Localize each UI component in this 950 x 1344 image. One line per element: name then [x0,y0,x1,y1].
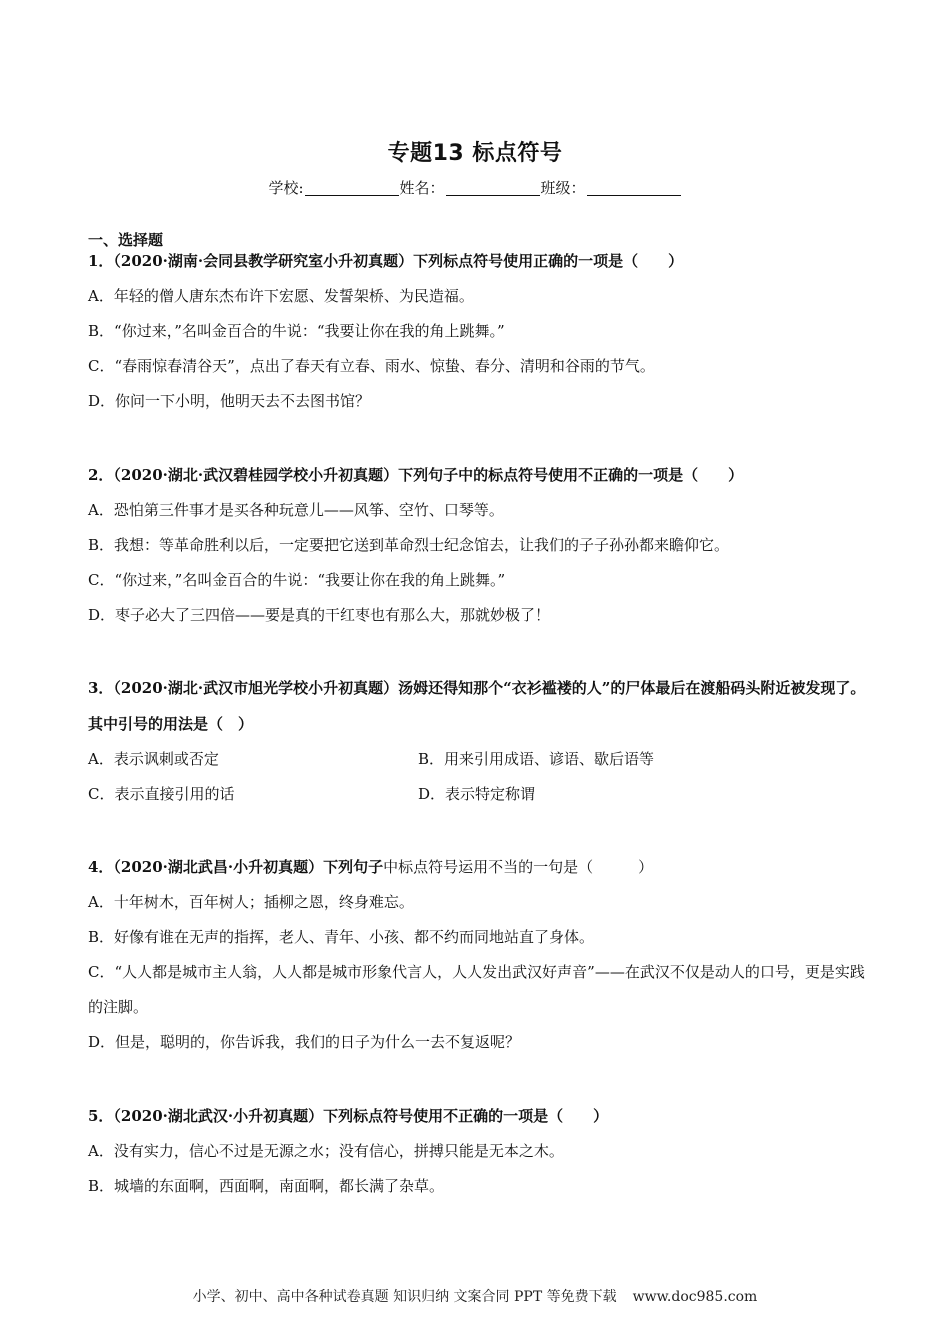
page-footer [0,1286,950,1306]
option-a: A．十年树木，百年树人；插柳之恩，终身难忘。 [88,893,414,911]
student-info-line [0,177,950,198]
page-title: 专题13 标点符号 [387,141,563,166]
name-label: 姓名： [399,179,445,197]
option-a: A．表示讽刺或否定 [88,750,219,768]
question-stem: 2．（2020·湖北·武汉碧桂园学校小升初真题）下列句子中的标点符号使用不正确的一项是（ ） [88,466,744,484]
question-stem-bold: 4．（2020·湖北武昌·小升初真题）下列句子 [88,858,384,876]
option-c: C．“你过来，”名叫金百合的牛说：“我要让你在我的角上跳舞。” [88,571,506,589]
school-label: 学校: [268,179,304,197]
question-4 [88,849,868,1060]
options-grid [88,742,868,812]
question-2 [88,457,868,633]
class-label: 班级： [540,179,586,197]
question-1 [88,243,868,419]
option-c: C．“人人都是城市主人翁，人人都是城市形象代言人，人人发出武汉好声音”——在武汉不仅是动人的口号，更是实践的注脚。 [88,963,865,1016]
option-a: A．没有实力，信心不过是无源之水；没有信心，拼搏只能是无本之木。 [88,1142,564,1160]
option-d: D．但是，聪明的，你告诉我，我们的日子为什么一去不复返呢？ [88,1033,521,1051]
question-stem: 5．（2020·湖北武汉·小升初真题）下列标点符号使用不正确的一项是（ ） [88,1107,609,1125]
option-d: D．枣子必大了三四倍——要是真的干红枣也有那么大，那就妙极了！ [88,606,551,624]
question-stem-rest: 中标点符号运用不当的一句是（ ） [383,858,654,876]
question-stem: 1．（2020·湖南·会同县教学研究室小升初真题）下列标点符号使用正确的一项是（ ） [88,252,684,270]
footer-text: 小学、初中、高中各种试卷真题 知识归纳 文案合同 PPT 等免费下载 [192,1289,617,1305]
option-c: C．“春雨惊春清谷天”，点出了春天有立春、雨水、惊蛰、春分、清明和谷雨的节气。 [88,357,655,375]
question-3 [88,670,868,812]
option-d: D．你问一下小明，他明天去不去图书馆？ [88,392,371,410]
question-5 [88,1098,868,1204]
footer-url[interactable]: www.doc985.com [632,1289,758,1305]
school-blank [305,181,399,196]
question-stem [88,849,868,885]
option-c: C．表示直接引用的话 [88,785,235,803]
option-d: D．表示特定称谓 [418,785,536,803]
class-blank [587,181,681,196]
option-a: A．年轻的僧人唐东杰布许下宏愿、发誓架桥、为民造福。 [88,287,474,305]
option-b: B．“你过来，”名叫金百合的牛说：“我要让你在我的角上跳舞。” [88,322,505,340]
name-blank [446,181,540,196]
section-heading: 一、选择题 [88,231,164,249]
question-stem: 3．（2020·湖北·武汉市旭光学校小升初真题）汤姆还得知那个“衣衫褴褛的人”的尸体最后在渡船码头附近被发现了。其中引号的用法是（ ） [88,679,866,733]
option-b: B．城墙的东面啊，西面啊，南面啊，都长满了杂草。 [88,1177,445,1195]
option-a: A．恐怕第三件事才是买各种玩意儿——风筝、空竹、口琴等。 [88,501,504,519]
option-b: B．好像有谁在无声的指挥，老人、青年、小孩、都不约而同地站直了身体。 [88,928,595,946]
option-b: B．用来引用成语、谚语、歇后语等 [418,750,655,768]
option-b: B．我想：等革命胜利以后，一定要把它送到革命烈士纪念馆去，让我们的子子孙孙都来瞻仰它。 [88,536,730,554]
